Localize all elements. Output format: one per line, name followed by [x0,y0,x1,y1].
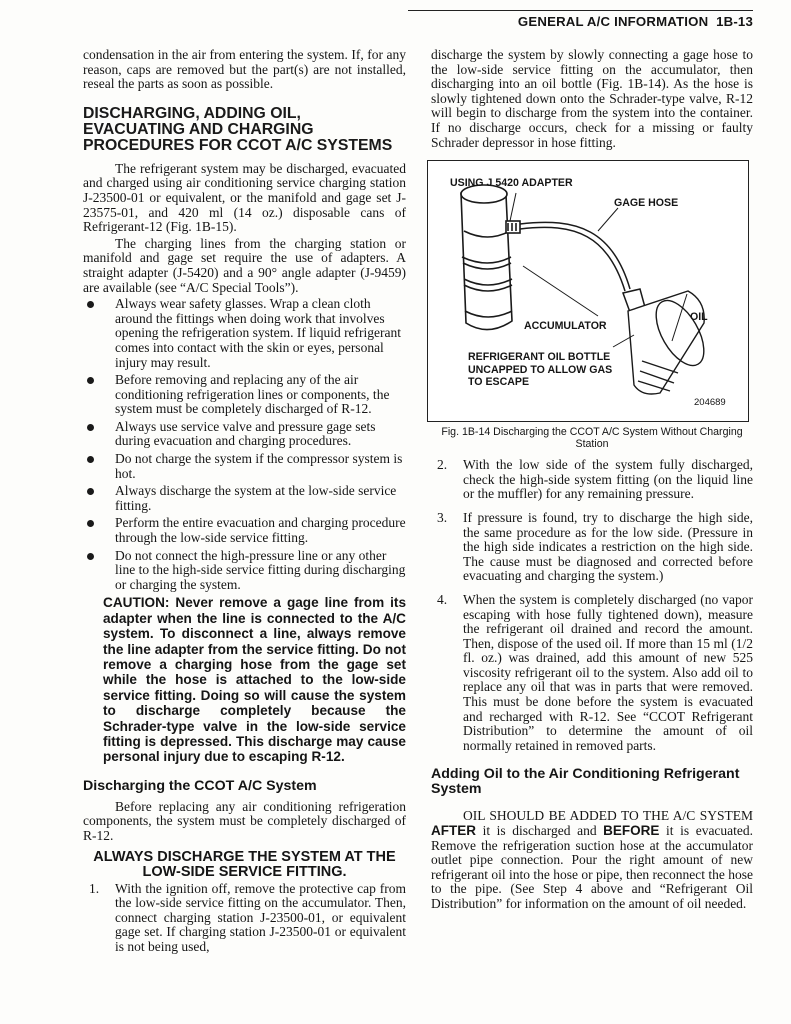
figure-label-adapter: USING J 5420 ADAPTER [450,177,573,190]
bullet-text: Do not connect the high-pressure line or any other line to the high-side service fitting during discharging or charging the system. [115,547,406,592]
left-column [83,48,406,964]
oil-rest-text: it is evacuated. Remove the refrigeration suction hose at the accumulator outlet pipe connection. Pour the right amount of new refrigerant oil into the hose or pipe, then reconnect the hose to the pipe. (See Step 4 above and “Refrigerant Oil Distribution” for information on the amount of oil needed. [431,823,754,911]
step-text: With the ignition off, remove the protective cap from the low-side service fitting on the accumulator. Then, connect charging station J-23500-01, or equivalent gage set. If charging station J-23500-01 or equivalent is not being used, [115,880,406,955]
list-item [431,593,753,754]
list-item [83,549,406,593]
bullet-icon [87,456,94,463]
list-item [431,458,753,502]
discharge-notice: ALWAYS DISCHARGE THE SYSTEM AT THE LOW-SIDE SERVICE FITTING. [93,848,396,880]
bullet-icon [87,553,94,560]
adding-oil-paragraph [431,809,753,911]
header-title: GENERAL A/C INFORMATION [517,14,709,29]
bullet-text: Before removing and replacing any of the air conditioning refrigeration lines or components, the system must be completely discharged of R-12. [115,372,390,417]
bullet-icon [87,488,94,495]
list-item [83,452,406,481]
discharging-paragraph: Before replacing any air conditioning refrigeration components, the system must be completely discharged of R-12. [83,798,406,844]
bullet-icon [87,377,94,384]
figure-label-accumulator: ACCUMULATOR [524,320,607,333]
bullet-icon [87,424,94,431]
safety-bullet-list [83,297,406,592]
header-text [518,14,753,29]
bullet-icon [87,520,94,527]
section-title: DISCHARGING, ADDING OIL, EVACUATING AND CHARGING PROCEDURES FOR CCOT A/C SYSTEMS [83,104,393,154]
figure-label-bottle-line-2: UNCAPPED TO ALLOW GAS [468,363,613,376]
figure-discharging-diagram [427,160,749,422]
header-rule [408,10,753,11]
bullet-text: Always wear safety glasses. Wrap a clean cloth around the fittings when doing work that involves opening the refrigeration system. If liquid refrigerant comes into contact with the skin or eyes, personal injury may result. [115,296,402,370]
figure-label-bottle [468,351,612,389]
page-number: 1B-13 [716,14,753,29]
right-column [431,48,753,912]
list-item [83,373,406,417]
step-text: If pressure is found, try to discharge the high side, the same procedure as for the low side. (Pressure in the high side indicates a restriction on the high side. The cause must be diagnosed and corrected before evacuating and charging the system.) [463,509,753,584]
subsection-title-adding-oil: Adding Oil to the Air Conditioning Refrigerant System [431,766,740,798]
list-item [83,882,406,955]
bullet-text: Always discharge the system at the low-side service fitting. [115,483,397,513]
right-intro-paragraph: discharge the system by slowly connecting a gage hose to the low-side service fitting on the accumulator, then discharging into an oil bottle (Fig. 1B-14). As the hose is slowly tightened down onto the Schrader-type valve, R-12 will begin to discharge from the system into the container. If no discharge occurs, check for a missing or faulty Schrader depressor in hose fitting. [431,47,753,150]
list-item [83,297,406,370]
bullet-text: Perform the entire evacuation and charging procedure through the low-side service fitting. [115,515,406,546]
figure-label-gage-hose: GAGE HOSE [614,197,679,210]
oil-after-emphasis: AFTER [431,823,476,839]
gage-hose-graphic [520,223,646,330]
discharge-steps-right [431,458,753,753]
step-number: 2. [437,457,448,473]
procedure-paragraph-2: The charging lines from the charging station or manifold and gage set require the use of adapters. A straight adapter (J-5420) and a 90° angle adapter (J-9459) are available (see “A/C Special Tools”). [83,235,406,295]
list-item [83,484,406,513]
bullet-icon [87,301,94,308]
accumulator-graphic [461,185,520,330]
step-number: 4. [437,591,448,607]
figure-label-oil: OIL [690,311,708,324]
figure-caption: Fig. 1B-14 Discharging the CCOT A/C System Without Charging Station [441,426,743,451]
left-intro-paragraph: condensation in the air from entering the system. If, for any reason, caps are removed but the part(s) are not installed, reseal the parts as soon as possible. [83,47,406,92]
list-item [431,511,753,584]
bullet-text: Do not charge the system if the compressor system is hot. [115,451,403,481]
oil-bottle-graphic [628,291,714,394]
figure-number: 204689 [694,397,726,409]
subsection-title-discharging: Discharging the CCOT A/C System [83,777,317,794]
caution-notice: CAUTION: Never remove a gage line from its adapter when the line is connected to the A/C system. To disconnect a line, always remove the line adapter from the service fitting. Do not remove a charging hose from the gage set while the hose is attached to the low-side service fitting. Doing so will cause the system to discharge completely because the Schrader-type valve in the low-side service fitting is depressed. This discharge may cause personal injury due to escaping R-12. [103,595,406,765]
step-number: 3. [437,509,448,525]
list-item [83,420,406,449]
step-number: 1. [89,880,100,896]
bullet-text: Always use service valve and pressure gage sets during evacuation and charging procedures. [115,418,376,449]
discharge-steps-left [83,882,406,955]
procedure-paragraph-1: The refrigerant system may be discharged, evacuated and charged using air conditioning service charging station J-23500-01 or equivalent, or the manifold and gage set J-23575-01, and 420 ml (14 oz.) disposable cans of Refrigerant-12 (Fig. 1B-15). [83,160,406,235]
figure-label-bottle-line-3: TO ESCAPE [468,376,530,389]
step-text: When the system is completely discharged (no vapor escaping with hose fully tightened down), measure the refrigerant oil drained and record the amount. Then, dispose of the used oil. If more than 15 ml (1/2 fl. oz.) was drained, add this amount of new 525 viscosity refrigerant oil to the system. Also add oil to replace any oil that was in parts that were removed. This must be done before the system is evacuated and recharged with R-12. See “CCOT Refrigerant Distribution” to determine the amount of oil normally retained in removed parts. [463,591,753,753]
figure-label-bottle-line-1: REFRIGERANT OIL BOTTLE [468,351,611,364]
oil-before-emphasis: BEFORE [603,823,660,839]
oil-lead-text: OIL SHOULD BE ADDED TO THE A/C SYSTEM [463,808,753,824]
oil-mid-text: it is discharged and [482,823,597,839]
page-header [0,0,791,36]
list-item [83,516,406,545]
step-text: With the low side of the system fully discharged, check the high-side system fitting (on the liquid line or the muffler) for any remaining pressure. [463,457,753,502]
